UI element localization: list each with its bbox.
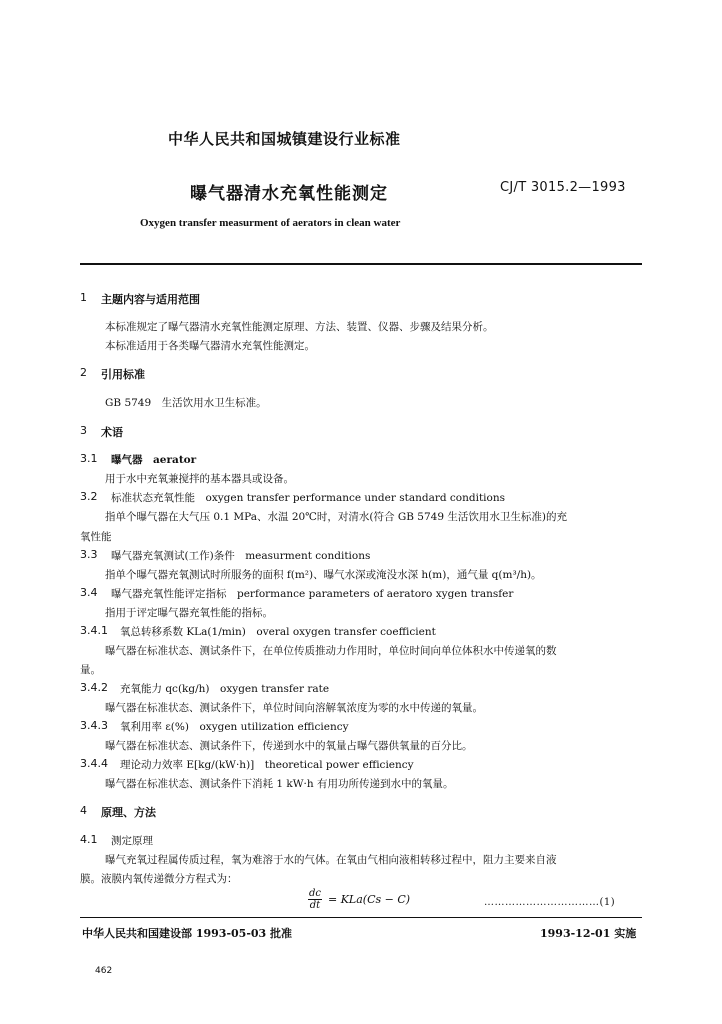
term-3-3-number: 3.3 xyxy=(80,548,98,561)
clause-4-1-text-2: 膜。液膜内氧传递微分方程式为： xyxy=(80,873,238,885)
term-3-1-number: 3.1 xyxy=(80,452,98,465)
term-3-2-text-1: 指单个曝气器在大气压 0.1 MPa、水温 20℃时，对清水(符合 GB 5749 生活饮用水卫生标准)的充 xyxy=(105,511,567,523)
equation-numerator: dc xyxy=(308,888,321,899)
term-3-2-text-2: 氧性能 xyxy=(80,531,112,543)
term-3-3-text: 指单个曝气器充氧测试时所服务的面积 f(m²)、曝气水深或淹没水深 h(m)，通气量 q(m³/h)。 xyxy=(105,569,542,581)
term-3-4-4-title: 理论动力效率 E[kg/(kW·h)] theoretical power efficiency xyxy=(120,759,414,771)
section-1-paragraph-2: 本标准适用于各类曝气器清水充氧性能测定。 xyxy=(105,340,315,352)
term-3-4-4-text: 曝气器在标准状态、测试条件下消耗 1 kW·h 有用功所传递到水中的氧量。 xyxy=(105,778,454,790)
page-number: 462 xyxy=(95,966,113,976)
approval-issuer: 中华人民共和国建设部 1993-05-03 批准 xyxy=(82,927,293,940)
section-2-number: 2 xyxy=(80,366,87,379)
footer-divider xyxy=(80,917,642,918)
term-3-3-title: 曝气器充氧测试(工作)条件 measurment conditions xyxy=(111,550,371,562)
equation-1 xyxy=(308,888,410,911)
clause-4-1-title: 测定原理 xyxy=(111,835,153,847)
term-3-4-3-title: 氧利用率 ε(%) oxygen utilization efficiency xyxy=(120,721,349,733)
term-3-4-2-title: 充氧能力 qc(kg/h) oxygen transfer rate xyxy=(120,683,330,695)
term-3-4-2-text: 曝气器在标准状态、测试条件下，单位时间向溶解氧浓度为零的水中传递的氧量。 xyxy=(105,702,483,714)
term-3-4-1-text-2: 量。 xyxy=(80,664,101,676)
equation-rhs: = KLa(Cs − C) xyxy=(328,893,411,906)
header-divider xyxy=(80,263,642,265)
section-4-title: 原理、方法 xyxy=(101,806,156,819)
term-3-1-text: 用于水中充氧兼搅拌的基本器具或设备。 xyxy=(105,473,294,485)
section-3-number: 3 xyxy=(80,424,87,437)
section-3-title: 术语 xyxy=(101,426,123,439)
section-2-title: 引用标准 xyxy=(101,368,145,381)
section-1-number: 1 xyxy=(80,291,87,304)
term-3-4-1-title: 氧总转移系数 KLa(1/min) overal oxygen transfer coefficient xyxy=(120,626,436,638)
term-3-2-title: 标准状态充氧性能 oxygen transfer performance under standard conditions xyxy=(111,492,506,504)
section-2-paragraph-1: GB 5749 生活饮用水卫生标准。 xyxy=(105,397,267,409)
equation-denominator: dt xyxy=(309,900,321,911)
english-title: Oxygen transfer measurment of aerators in clean water xyxy=(140,217,401,229)
effective-date: 1993-12-01 实施 xyxy=(540,927,637,940)
term-3-4-1-text-1: 曝气器在标准状态、测试条件下，在单位传质推动力作用时，单位时间向单位体积水中传递氧的数 xyxy=(105,645,557,657)
section-1-paragraph-1: 本标准规定了曝气器清水充氧性能测定原理、方法、装置、仪器、步骤及结果分析。 xyxy=(105,321,494,333)
standard-code: CJ/T 3015.2—1993 xyxy=(500,180,626,195)
term-3-1-title: 曝气器 aerator xyxy=(111,454,197,466)
equation-fraction xyxy=(308,888,322,911)
term-3-4-3-number: 3.4.3 xyxy=(80,719,108,732)
term-3-4-number: 3.4 xyxy=(80,586,98,599)
term-3-4-1-number: 3.4.1 xyxy=(80,624,108,637)
term-3-4-text: 指用于评定曝气器充氧性能的指标。 xyxy=(105,607,273,619)
equation-number: ……………………………(1) xyxy=(484,897,616,908)
term-3-4-4-number: 3.4.4 xyxy=(80,757,108,770)
term-3-4-title: 曝气器充氧性能评定指标 performance parameters of aeratoro xygen transfer xyxy=(111,588,514,600)
document-title: 曝气器清水充氧性能测定 xyxy=(190,184,388,204)
section-1-title: 主题内容与适用范围 xyxy=(101,293,200,306)
section-4-number: 4 xyxy=(80,804,87,817)
clause-4-1-text-1: 曝气充氧过程属传质过程，氧为难溶于水的气体。在氧由气相向液相转移过程中，阻力主要来自液 xyxy=(105,854,557,866)
term-3-4-2-number: 3.4.2 xyxy=(80,681,108,694)
standard-org-header: 中华人民共和国城镇建设行业标准 xyxy=(168,130,401,148)
clause-4-1-number: 4.1 xyxy=(80,833,98,846)
term-3-2-number: 3.2 xyxy=(80,490,98,503)
term-3-4-3-text: 曝气器在标准状态、测试条件下，传递到水中的氧量占曝气器供氧量的百分比。 xyxy=(105,740,473,752)
